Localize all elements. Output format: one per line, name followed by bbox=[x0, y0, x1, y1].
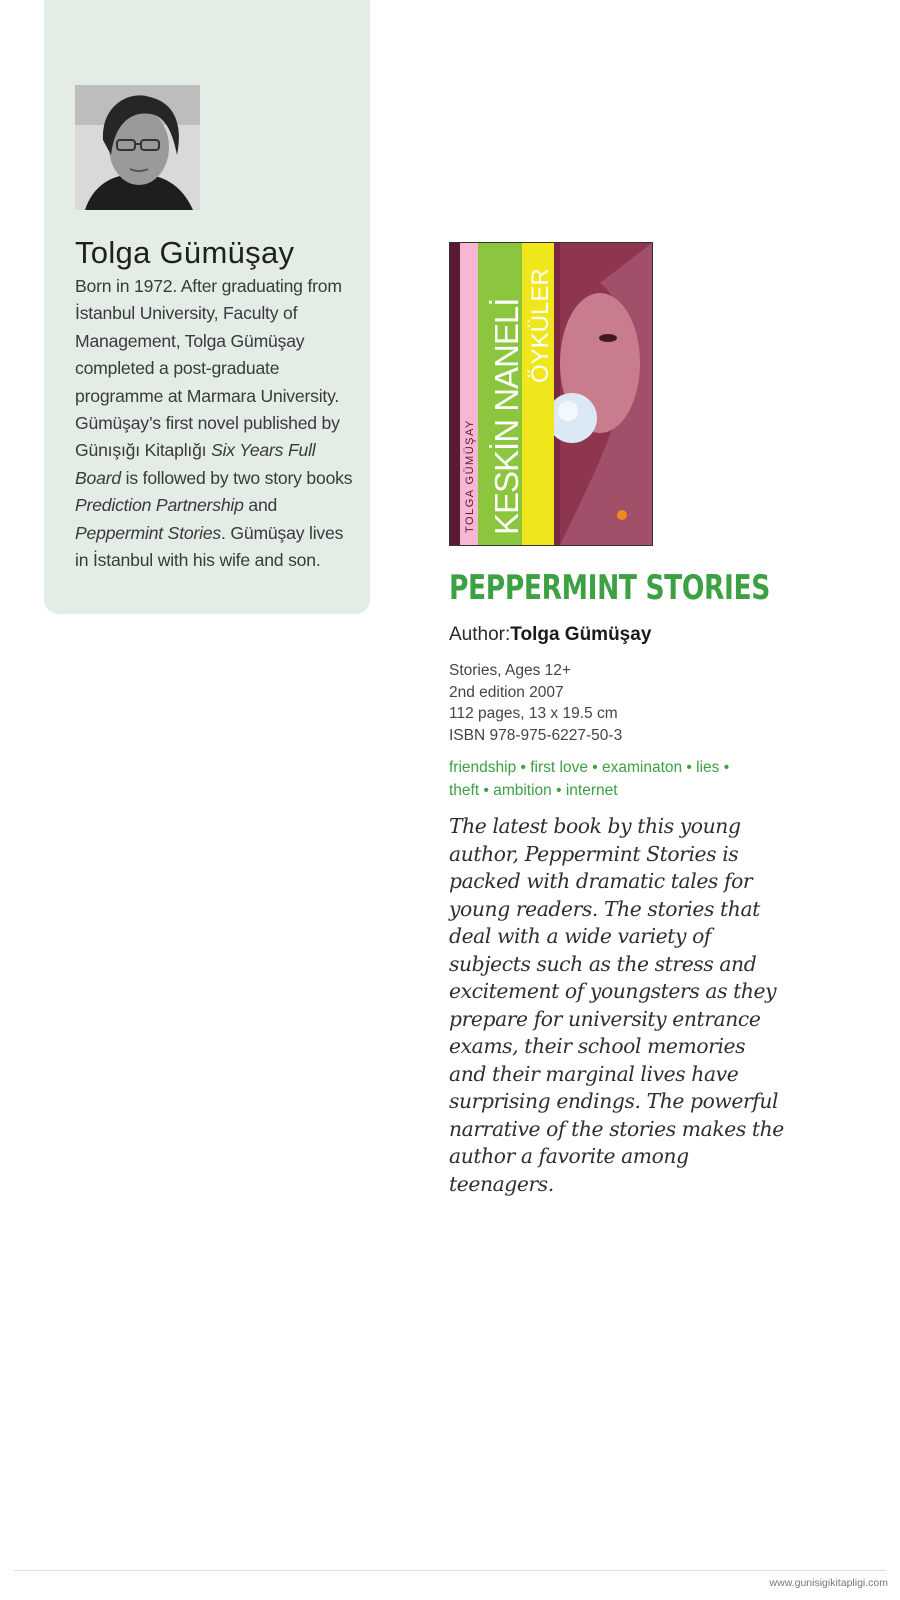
cover-title-text: KESKİN NANELİ bbox=[488, 298, 525, 535]
tags-line: theft • ambition • internet bbox=[449, 781, 618, 799]
author-panel bbox=[44, 0, 370, 614]
book-details bbox=[449, 660, 622, 746]
author-label: Author: bbox=[449, 624, 511, 645]
author-photo bbox=[75, 85, 200, 210]
author-name: Tolga Gümüşay bbox=[75, 235, 295, 270]
detail-genre: Stories, Ages 12+ bbox=[449, 662, 571, 679]
tags-line: friendship • first love • examinaton • lies • bbox=[449, 759, 730, 776]
detail-isbn: ISBN 978-975-6227-50-3 bbox=[449, 726, 623, 744]
cover-subtitle-text: ÖYKÜLER bbox=[527, 268, 554, 383]
detail-pages: 112 pages, 13 x 19.5 cm bbox=[449, 705, 618, 722]
book-title: PEPPERMINT STORIES bbox=[449, 568, 770, 608]
detail-edition: 2nd edition 2007 bbox=[449, 683, 564, 701]
author-bio: Born in 1972. After graduating from İstanbul University, Faculty of Management, Tolga Gümüşay completed a post-graduate programme at Marmara University. Gümüşay’s first novel published by Günışığı Kitaplığı Six Years Full Board is followed by two story books Prediction Partnership and Peppermint Stories. Gümüşay lives in İstanbul with his wife and son. bbox=[75, 276, 353, 571]
cover-author-text: TOLGA GÜMÜŞAY bbox=[464, 419, 476, 533]
book-author-name: Tolga Gümüşay bbox=[510, 624, 652, 645]
book-tags bbox=[449, 757, 779, 802]
footer-url: www.gunisigikitapligi.com bbox=[769, 1577, 888, 1589]
footer-divider bbox=[14, 1570, 886, 1571]
book-description: The latest book by this young author, Peppermint Stories is packed with dramatic tales for young readers. The stories that deal with a wide variety of subjects such as the stress and excitement of youngsters as they prepare for university entrance exams, their school memories and their marginal lives have surprising endings. The powerful narrative of the stories makes the author a favorite among teenagers. bbox=[449, 814, 784, 1196]
book-cover bbox=[449, 242, 653, 546]
book-author-line bbox=[449, 624, 651, 646]
author-portrait-image bbox=[75, 85, 200, 210]
